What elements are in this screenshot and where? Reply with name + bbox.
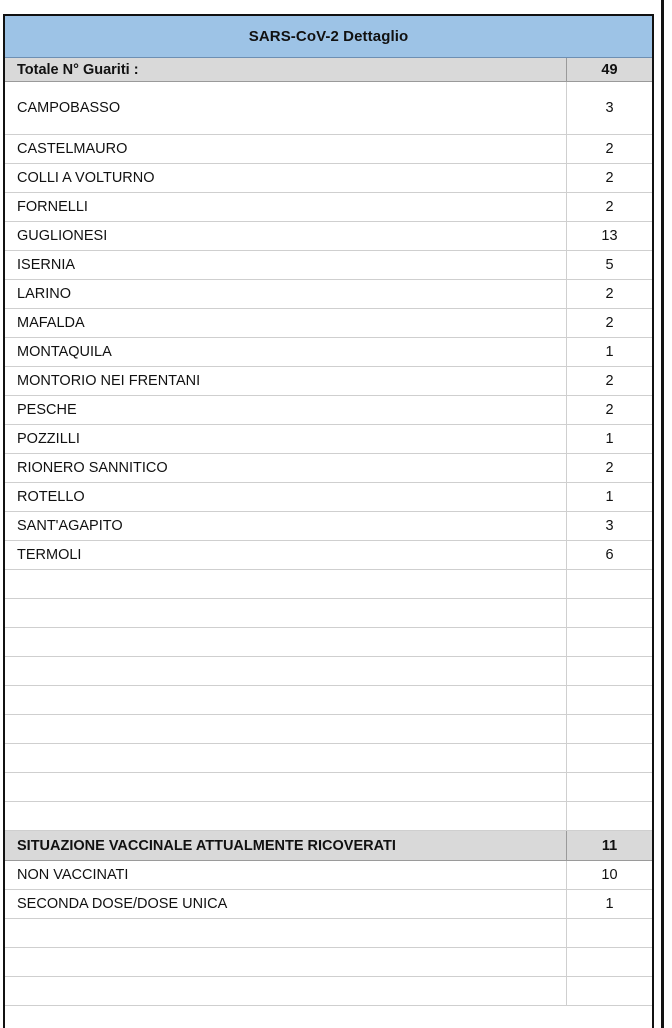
comune-name: MONTORIO NEI FRENTANI	[17, 373, 201, 389]
vaccination-category: NON VACCINATI	[17, 867, 129, 883]
empty-cell	[5, 715, 566, 743]
comune-value: 2	[566, 454, 652, 482]
total-row	[5, 58, 652, 82]
empty-row	[5, 599, 652, 628]
empty-cell	[566, 628, 652, 656]
empty-row	[5, 977, 652, 1006]
comune-value: 6	[566, 541, 652, 569]
empty-cell	[566, 773, 652, 801]
table-row	[5, 396, 652, 425]
empty-cell	[566, 919, 652, 947]
empty-row	[5, 744, 652, 773]
empty-row	[5, 657, 652, 686]
comune-value: 2	[566, 309, 652, 337]
table-row	[5, 164, 652, 193]
empty-cell	[5, 628, 566, 656]
table-row	[5, 861, 652, 890]
comune-value: 5	[566, 251, 652, 279]
comune-name: COLLI A VOLTURNO	[17, 170, 155, 186]
comune-name: SANT'AGAPITO	[17, 518, 123, 534]
comune-name: FORNELLI	[17, 199, 88, 215]
comune-value: 2	[566, 396, 652, 424]
vaccination-value: 10	[566, 861, 652, 889]
table-row	[5, 135, 652, 164]
table-title: SARS-CoV-2 Dettaglio	[5, 16, 652, 58]
comune-value: 3	[566, 82, 652, 134]
comune-name: CASTELMAURO	[17, 141, 128, 157]
table-row	[5, 222, 652, 251]
table-row	[5, 251, 652, 280]
vaccination-header-row	[5, 831, 652, 861]
table-row	[5, 280, 652, 309]
comune-name: GUGLIONESI	[17, 228, 108, 244]
vaccination-label: SITUAZIONE VACCINALE ATTUALMENTE RICOVERATI	[17, 837, 396, 854]
comune-name: TERMOLI	[17, 547, 82, 563]
empty-row	[5, 686, 652, 715]
table-row	[5, 82, 652, 135]
comune-name: LARINO	[17, 286, 71, 302]
empty-row	[5, 802, 652, 831]
table-row	[5, 367, 652, 396]
comune-value: 2	[566, 367, 652, 395]
comune-value: 2	[566, 193, 652, 221]
comune-value: 1	[566, 483, 652, 511]
table-row	[5, 890, 652, 919]
empty-cell	[566, 715, 652, 743]
empty-cell	[566, 744, 652, 772]
comune-value: 13	[566, 222, 652, 250]
empty-row	[5, 919, 652, 948]
table-row	[5, 309, 652, 338]
total-value: 49	[566, 58, 652, 81]
empty-cell	[5, 657, 566, 685]
empty-cell	[5, 599, 566, 627]
comune-value: 3	[566, 512, 652, 540]
empty-row	[5, 715, 652, 744]
empty-row	[5, 773, 652, 802]
comune-name: PESCHE	[17, 402, 77, 418]
empty-cell	[5, 570, 566, 598]
empty-cell	[566, 948, 652, 976]
empty-cell	[566, 599, 652, 627]
comune-name: POZZILLI	[17, 431, 80, 447]
empty-cell	[566, 657, 652, 685]
empty-row	[5, 628, 652, 657]
table-row	[5, 193, 652, 222]
empty-cell	[566, 686, 652, 714]
comune-value: 2	[566, 280, 652, 308]
empty-cell	[566, 802, 652, 830]
vaccination-total: 11	[566, 831, 652, 860]
comune-value: 1	[566, 425, 652, 453]
comune-name: MONTAQUILA	[17, 344, 112, 360]
right-edge-border	[661, 0, 664, 1028]
comune-name: MAFALDA	[17, 315, 85, 331]
empty-cell	[5, 948, 566, 976]
table-row	[5, 425, 652, 454]
empty-cell	[566, 570, 652, 598]
vaccination-category: SECONDA DOSE/DOSE UNICA	[17, 896, 228, 912]
table-row	[5, 483, 652, 512]
empty-cell	[5, 919, 566, 947]
empty-row	[5, 570, 652, 599]
total-label: Totale N° Guariti :	[17, 61, 139, 78]
empty-cell	[5, 977, 566, 1005]
empty-cell	[5, 802, 566, 830]
table-row	[5, 338, 652, 367]
comune-name: CAMPOBASSO	[17, 100, 121, 116]
table-row	[5, 454, 652, 483]
comune-value: 1	[566, 338, 652, 366]
comune-name: RIONERO SANNITICO	[17, 460, 168, 476]
empty-cell	[566, 977, 652, 1005]
comune-name: ROTELLO	[17, 489, 85, 505]
table-body	[5, 58, 652, 1006]
table-row	[5, 512, 652, 541]
empty-row	[5, 948, 652, 977]
table-row	[5, 541, 652, 570]
empty-cell	[5, 686, 566, 714]
comune-value: 2	[566, 164, 652, 192]
empty-cell	[5, 773, 566, 801]
empty-cell	[5, 744, 566, 772]
vaccination-value: 1	[566, 890, 652, 918]
comune-name: ISERNIA	[17, 257, 76, 273]
comune-value: 2	[566, 135, 652, 163]
